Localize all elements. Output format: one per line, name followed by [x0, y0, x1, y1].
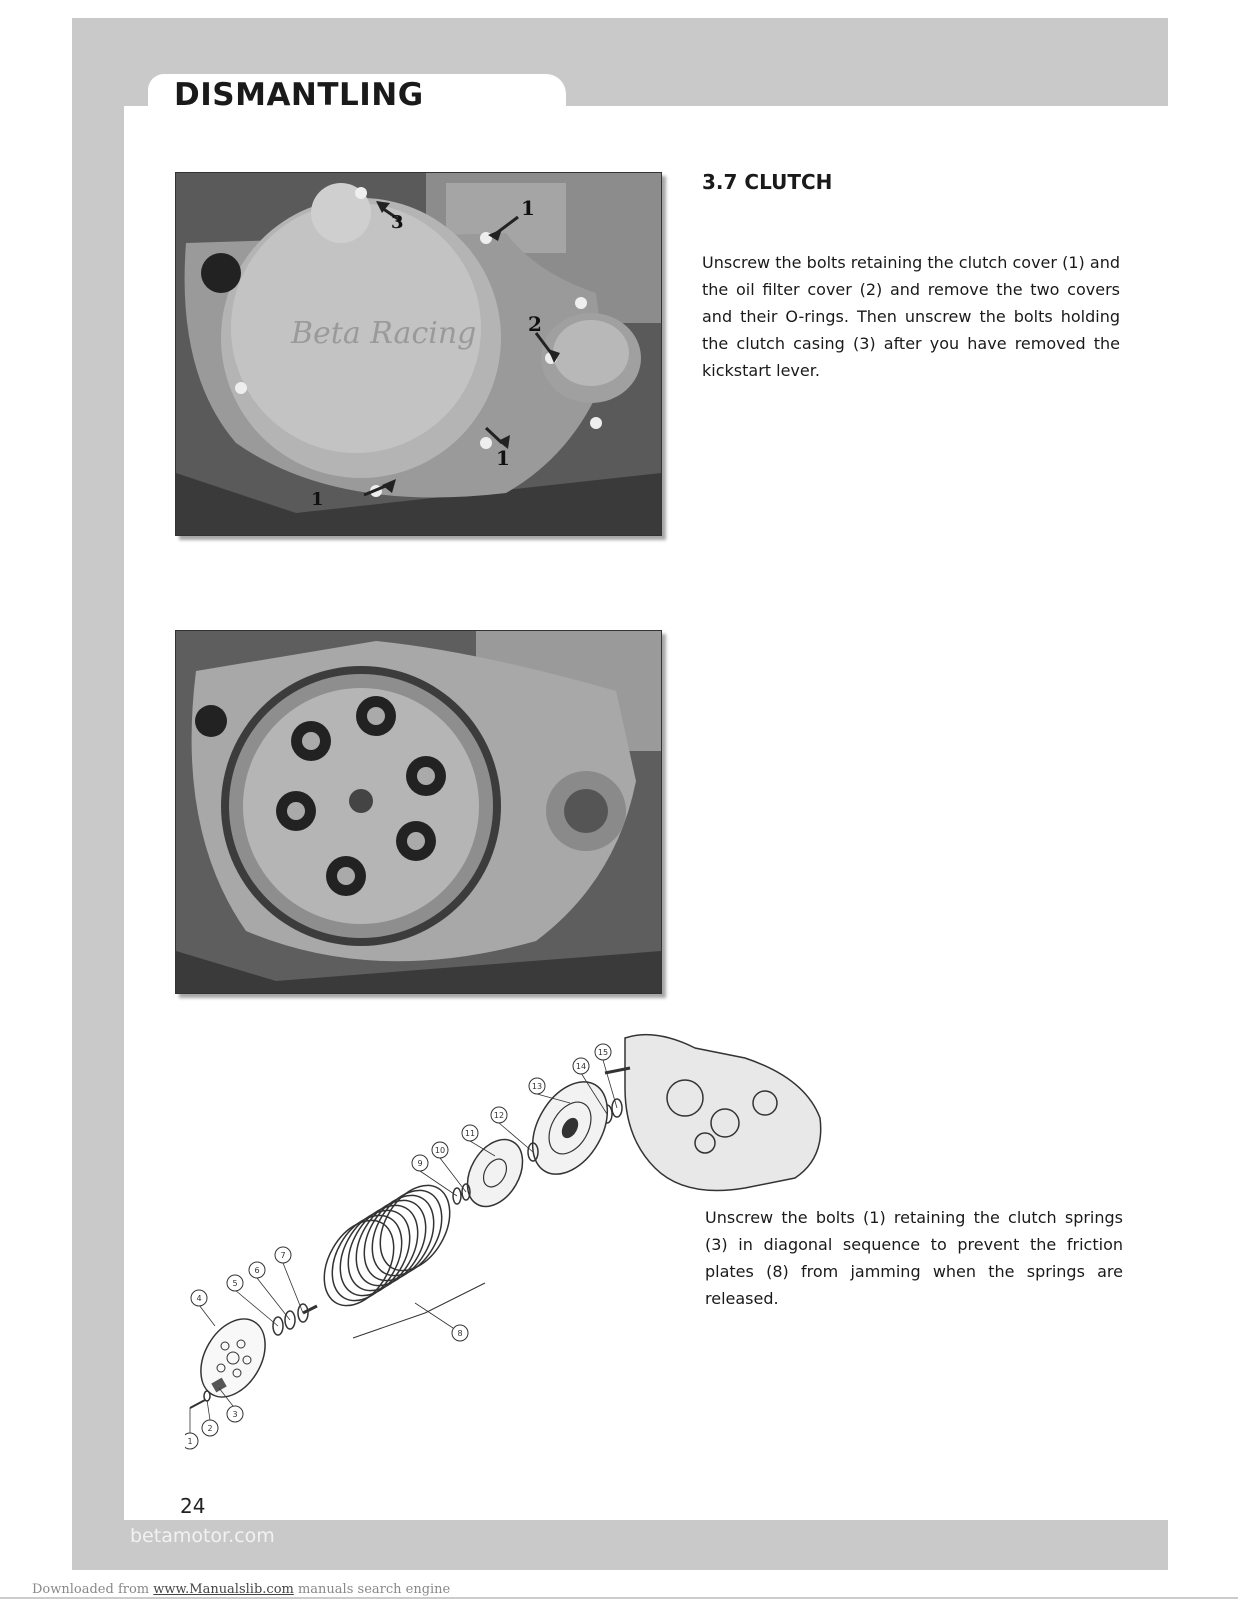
clutch-springs-photo — [175, 630, 662, 994]
download-footer — [32, 1582, 450, 1597]
instruction-paragraph-1: Unscrew the bolts retaining the clutch cover (1) and the oil filter cover (2) and remove the two covers and their O-rings. Then unscrew the bolts holding the clutch casing (3) after you have removed the kickstart lever. — [702, 253, 1120, 380]
part-number-2: 2 — [207, 1424, 213, 1433]
part-number-10: 10 — [434, 1146, 446, 1155]
callout-label-2: 2 — [528, 312, 542, 336]
part-number-9: 9 — [417, 1159, 423, 1168]
callout-label-1a: 1 — [521, 196, 535, 220]
clutch-exploded-diagram — [185, 1028, 830, 1473]
page-number: 24 — [180, 1494, 206, 1518]
page-title: DISMANTLING — [174, 77, 424, 113]
part-number-8: 8 — [457, 1329, 463, 1338]
callout-label-1b: 1 — [496, 446, 510, 470]
download-suffix: manuals search engine — [297, 1582, 451, 1597]
friction-plate-stack — [310, 1173, 464, 1318]
callout-label-1c: 1 — [311, 489, 324, 510]
beta-racing-logo: Beta Racing — [291, 316, 477, 351]
bottom-rule — [0, 1597, 1238, 1599]
callout-label-3: 3 — [391, 212, 404, 233]
page-frame-left — [72, 18, 124, 1558]
section-heading: 3.7 CLUTCH — [702, 170, 833, 194]
part-number-11: 11 — [464, 1129, 476, 1138]
part-number-5: 5 — [232, 1279, 238, 1288]
part-number-6: 6 — [254, 1266, 260, 1275]
part-number-12: 12 — [493, 1111, 505, 1120]
clutch-cover-photo — [175, 172, 662, 536]
part-number-3: 3 — [232, 1410, 238, 1419]
part-number-14: 14 — [575, 1062, 587, 1071]
part-number-13: 13 — [531, 1082, 543, 1091]
engine-crankcase — [605, 1035, 821, 1191]
clutch-cover-illustration — [176, 173, 661, 535]
part-number-4: 4 — [196, 1294, 202, 1303]
part-number-7: 7 — [280, 1251, 286, 1260]
instruction-paragraph-2: Unscrew the bolts (1) retaining the clutch springs (3) in diagonal sequence to prevent the friction plates (8) from jamming when the springs are released. — [705, 1208, 1123, 1308]
pressure-plate — [188, 1308, 278, 1409]
manualslib-link[interactable]: www.Manualslib.com — [153, 1582, 294, 1597]
download-prefix: Downloaded from — [32, 1582, 150, 1597]
clutch-springs-illustration — [176, 631, 661, 993]
part-number-1a: 1 — [187, 1437, 193, 1446]
part-number-15: 15 — [597, 1048, 609, 1057]
watermark: betamotor.com — [130, 1525, 275, 1547]
